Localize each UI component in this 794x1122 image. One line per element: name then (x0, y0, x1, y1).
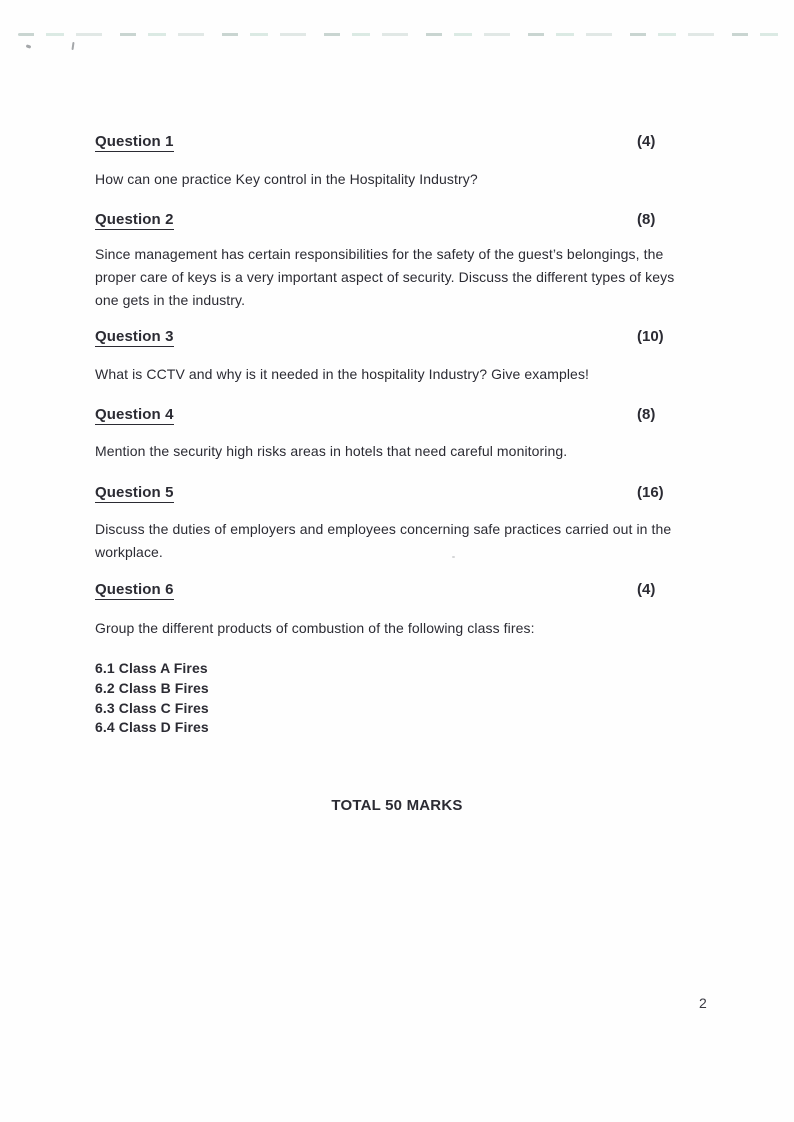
class-fires-list (95, 659, 699, 738)
scan-speck (26, 44, 32, 49)
question-4-heading: Question 4 (95, 406, 174, 423)
scan-speck (71, 42, 74, 50)
question-3-body: What is CCTV and why is it needed in the hospitality Industry? Give examples! (95, 366, 590, 382)
question-5-body: Discuss the duties of employers and employees concerning safe practices carried out in the workplace. (95, 521, 672, 560)
question-paper-content (95, 0, 699, 1122)
question-5-row (95, 484, 699, 502)
class-fires-item-d: 6.4 Class D Fires (95, 719, 209, 736)
question-1-row (95, 133, 699, 151)
question-1-body: How can one practice Key control in the Hospitality Industry? (95, 171, 478, 187)
question-2-marks: (8) (637, 211, 656, 228)
question-4-marks: (8) (637, 406, 656, 423)
question-1-heading: Question 1 (95, 133, 174, 150)
question-3-heading: Question 3 (95, 328, 174, 345)
question-6-row (95, 581, 699, 599)
question-4-row (95, 406, 699, 424)
question-5-heading: Question 5 (95, 484, 174, 501)
question-1-marks: (4) (637, 133, 656, 150)
question-2-body: Since management has certain responsibilities for the safety of the guest’s belongings, the proper care of keys is a very important aspect of security. Discuss the different types of keys one gets in the industry. (95, 246, 675, 308)
question-6-marks: (4) (637, 581, 656, 598)
question-6-body: Group the different products of combustion of the following class fires: (95, 620, 535, 636)
question-2-heading: Question 2 (95, 211, 174, 228)
total-marks: TOTAL 50 MARKS (331, 797, 463, 814)
class-fires-item-b: 6.2 Class B Fires (95, 679, 209, 696)
question-2-row (95, 211, 699, 229)
question-3-marks: (10) (637, 328, 664, 345)
question-5-marks: (16) (637, 484, 664, 501)
class-fires-item-a: 6.1 Class A Fires (95, 660, 208, 676)
page-number: 2 (699, 995, 707, 1011)
question-3-row (95, 328, 699, 346)
question-4-body: Mention the security high risks areas in hotels that need careful monitoring. (95, 443, 568, 459)
question-6-heading: Question 6 (95, 581, 174, 598)
class-fires-item-c: 6.3 Class C Fires (95, 699, 209, 716)
